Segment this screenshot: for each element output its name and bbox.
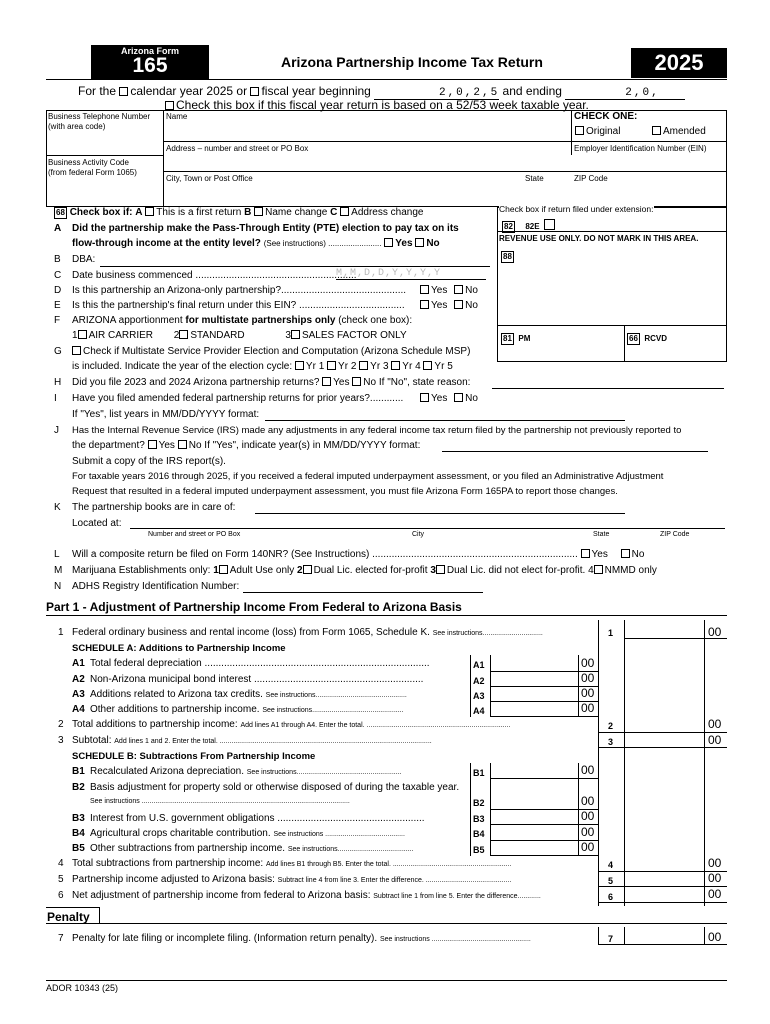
msp-checkbox[interactable] <box>72 346 81 355</box>
a4-cents: 00 <box>581 701 595 715</box>
q-i-options <box>420 393 478 404</box>
phone-field[interactable] <box>48 133 160 153</box>
irs-adj-yes-checkbox[interactable] <box>148 440 157 449</box>
q-f-text-c: (check one box): <box>338 315 413 326</box>
line1-amount[interactable] <box>624 638 727 639</box>
line5-box-number: 5 <box>608 876 614 886</box>
line3-cents: 00 <box>708 733 722 747</box>
b5-label: B5 <box>72 843 85 854</box>
period-prefix: For the <box>78 84 117 98</box>
q-h-text: Did you file 2023 and 2024 Arizona partnership returns? <box>72 377 320 388</box>
care-of-field[interactable] <box>255 513 625 514</box>
line4-small: Add lines B1 through B5. Enter the total. ............................................................. <box>265 861 512 868</box>
q-g-text2: is included. Indicate the year of the election cycle: <box>72 361 293 372</box>
az-only-yes-checkbox[interactable] <box>420 285 429 294</box>
b5-row <box>90 843 414 854</box>
amended-fed-yes-label: Yes <box>431 393 448 404</box>
line2-box-number: 2 <box>608 721 614 731</box>
air-carrier-number: 1 <box>72 330 78 341</box>
q-k-letter: K <box>54 502 61 513</box>
b3-cents: 00 <box>581 809 595 823</box>
amended-fed-yes-checkbox[interactable] <box>420 393 429 402</box>
m3-number: 3 <box>430 565 436 576</box>
fiscal-end-year: 2,0, <box>625 87 660 99</box>
irs-adj-no-checkbox[interactable] <box>178 440 187 449</box>
line3-number: 3 <box>58 735 64 746</box>
line6-text: Net adjustment of partnership income from federal to Arizona basis: <box>72 890 371 901</box>
q-a-letter: A <box>54 223 62 234</box>
q-g-text1: Check if Multistate Service Provider Election and Computation (Arizona Schedule MSP) <box>83 346 471 357</box>
line5-small: Subtract line 4 from line 3. Enter the difference. ............................................ <box>277 877 512 884</box>
b1-label: B1 <box>72 766 85 777</box>
composite-no-label: No <box>631 549 645 560</box>
ein-field[interactable] <box>574 154 724 170</box>
b5-amount[interactable] <box>490 855 598 856</box>
line2-small: Add lines A1 through A4. Enter the total. .......................................................................... <box>240 722 511 729</box>
pte-no-checkbox[interactable] <box>415 238 424 247</box>
line5-text: Partnership income adjusted to Arizona basis: <box>72 874 275 885</box>
line6-cents: 00 <box>708 887 722 901</box>
k-state-label: State <box>593 531 610 538</box>
fiscal-begin-year: 2,0,2,5 <box>438 87 500 99</box>
air-carrier-checkbox[interactable] <box>78 330 87 339</box>
option-c-letter: C <box>330 207 338 218</box>
yr4-checkbox[interactable] <box>391 361 400 370</box>
b1-amount[interactable] <box>490 778 598 779</box>
az-only-no-checkbox[interactable] <box>454 285 463 294</box>
line3-small: Add lines 1 and 2. Enter the total. ............................................................................................................. <box>114 738 432 745</box>
air-carrier-label: AIR CARRIER <box>88 330 154 341</box>
nmmd-label: NMMD only <box>604 565 657 576</box>
line5-row <box>72 874 511 885</box>
dual-elected-label: Dual Lic. elected for-profit <box>313 565 428 576</box>
option-a-letter: A <box>135 207 143 218</box>
irs-adj-yes-label: Yes <box>158 440 175 451</box>
q-i-text2: If "Yes", list years in MM/DD/YYYY format: <box>72 409 260 420</box>
prior-returns-no-checkbox[interactable] <box>352 377 361 386</box>
b1-row <box>90 766 402 777</box>
name-change-checkbox[interactable] <box>254 207 263 216</box>
schedule-a-title: SCHEDULE A: Additions to Partnership Income <box>72 643 286 654</box>
prior-returns-no-label: No <box>363 377 377 388</box>
calendar-year-checkbox[interactable] <box>119 87 128 96</box>
line2-cents: 00 <box>708 717 722 731</box>
b1-text: Recalculated Arizona depreciation. <box>90 766 244 777</box>
q-d-text: Is this partnership an Arizona-only partnership?............................................. <box>72 285 407 296</box>
dual-not-elected-label: Dual Lic. did not elect for-profit. <box>446 565 586 576</box>
yr2-label: Yr 2 <box>338 361 357 372</box>
k-city-label: City <box>412 531 425 538</box>
q-a-text1: Did the partnership make the Pass-Through Entity (PTE) election to pay tax on its <box>72 223 459 234</box>
line7-small: See instructions ................................................... <box>379 936 531 943</box>
first-return-checkbox[interactable] <box>145 207 154 216</box>
box-82: 82 <box>504 222 513 231</box>
b5-small: See instructions....................................... <box>287 846 414 853</box>
line7-text: Penalty for late filing or incomplete filing. (Information return penalty). <box>72 933 378 944</box>
b4-box: B4 <box>473 829 485 839</box>
q-m-letter: M <box>54 565 63 576</box>
amended-checkbox[interactable] <box>652 126 661 135</box>
standard-label: STANDARD <box>190 330 245 341</box>
amended-years-field[interactable] <box>265 420 625 421</box>
adhs-id-field[interactable] <box>243 592 483 593</box>
irs-years-field[interactable] <box>442 451 708 452</box>
q-a-text2: flow-through income at the entity level? <box>72 238 261 249</box>
pm-label: PM <box>518 334 531 343</box>
form-number-block <box>91 45 209 79</box>
line1-box-number: 1 <box>608 628 614 638</box>
yr1-checkbox[interactable] <box>295 361 304 370</box>
line6-box-number: 6 <box>608 892 614 902</box>
q-e-letter: E <box>54 300 61 311</box>
phone-label: Business Telephone Number (with area code) <box>48 112 151 131</box>
week-5253-checkbox[interactable] <box>165 101 174 110</box>
line7-box-number: 7 <box>608 934 614 944</box>
name-change-label: Name change <box>265 207 328 218</box>
yr5-checkbox[interactable] <box>423 361 432 370</box>
yr5-label: Yr 5 <box>434 361 453 372</box>
original-checkbox[interactable] <box>575 126 584 135</box>
standard-checkbox[interactable] <box>179 330 188 339</box>
q-c-letter: C <box>54 270 62 281</box>
yr3-checkbox[interactable] <box>359 361 368 370</box>
box-68: 68 <box>56 208 65 217</box>
yr3-label: Yr 3 <box>370 361 389 372</box>
name-label: Name <box>166 112 188 121</box>
name-field[interactable] <box>166 122 566 140</box>
q-e-options <box>420 300 478 311</box>
a3-text: Additions related to Arizona tax credits. <box>90 689 263 700</box>
a2-text: Non-Arizona municipal bond interest ............................................................. <box>90 674 424 685</box>
b3-box: B3 <box>473 814 485 824</box>
box-66: 66 <box>629 334 638 343</box>
q-f-text-a: ARIZONA apportionment <box>72 315 183 326</box>
line7-row <box>72 933 531 944</box>
line2-row <box>72 719 510 730</box>
fiscal-year-checkbox[interactable] <box>250 87 259 96</box>
dual-elected-checkbox[interactable] <box>303 565 312 574</box>
standard-number: 2 <box>173 330 180 341</box>
composite-yes-label: Yes <box>591 549 608 560</box>
k-addr-label: Number and street or PO Box <box>148 531 241 538</box>
final-return-no-label: No <box>465 300 478 311</box>
q-n-letter: N <box>54 581 62 592</box>
activity-code-field[interactable] <box>48 180 160 204</box>
a1-box: A1 <box>473 660 485 670</box>
and-ending-label: and ending <box>502 84 562 98</box>
q-m-text: Marijuana Establishments only: <box>72 565 211 576</box>
q-j-row2 <box>72 440 420 451</box>
address-field[interactable] <box>166 154 566 170</box>
line4-cents: 00 <box>708 856 722 870</box>
q-l-row <box>72 549 644 560</box>
q-j-text2b: If "Yes", indicate year(s) in MM/DD/YYYY format: <box>204 440 421 451</box>
check-box-if-row <box>54 207 423 219</box>
schedule-b-title: SCHEDULE B: Subtractions From Partnership Income <box>72 751 316 762</box>
line7-amount[interactable] <box>598 944 727 945</box>
b1-cents: 00 <box>581 763 595 777</box>
a4-small: See instructions............................................... <box>262 707 404 714</box>
line4-text: Total subtractions from partnership income: <box>72 858 264 869</box>
composite-yes-checkbox[interactable] <box>581 549 590 558</box>
amended-fed-no-checkbox[interactable] <box>454 393 463 402</box>
line4-box-number: 4 <box>608 860 614 870</box>
zip-label: ZIP Code <box>574 174 608 183</box>
line6-row <box>72 890 541 901</box>
yr1-label: Yr 1 <box>305 361 325 372</box>
m4-number: 4 <box>588 565 594 576</box>
fiscal-year-label: fiscal year beginning <box>261 84 371 98</box>
line6-amount[interactable] <box>598 902 727 903</box>
q-h-letter: H <box>54 377 62 388</box>
part1-title: Part 1 - Adjustment of Partnership Income From Federal to Arizona Basis <box>46 600 462 614</box>
a4-row <box>90 704 404 715</box>
calendar-year-label: calendar year 2025 or <box>130 84 248 98</box>
date-commenced-field[interactable] <box>336 268 486 280</box>
q-c-text: Date business commenced .......................................................... <box>72 270 357 281</box>
tax-year-badge <box>631 48 727 78</box>
q-a-row2 <box>72 238 440 249</box>
q-a-text2b: (See instructions) ........................ <box>263 239 382 248</box>
sales-factor-checkbox[interactable] <box>291 330 300 339</box>
q-g-row1 <box>72 346 470 357</box>
az-only-no-label: No <box>465 285 478 296</box>
a3-row <box>90 689 407 700</box>
line5-cents: 00 <box>708 871 722 885</box>
q-j-text3: Submit a copy of the IRS report(s). <box>72 456 226 467</box>
b3-label: B3 <box>72 813 85 824</box>
prior-returns-yes-label: Yes <box>333 377 350 388</box>
line5-number: 5 <box>58 874 64 885</box>
penalty-title-text: Penalty <box>47 910 90 924</box>
b1-small: See instructions...................................................... <box>246 769 402 776</box>
state-label: State <box>525 174 544 183</box>
line3-amount[interactable] <box>598 747 727 748</box>
line3-text: Subtotal: <box>72 735 112 746</box>
pte-yes-label: Yes <box>395 238 413 249</box>
week-5253-label: Check this box if this fiscal year return is based on a 52/53 week taxable year. <box>176 98 589 112</box>
k-zip-label: ZIP Code <box>660 531 690 538</box>
q-l-text: Will a composite return be filed on Form 140NR? (See Instructions) .......................................................................... <box>72 549 578 560</box>
q-f-text <box>72 315 412 326</box>
q-j-text2a: the department? <box>72 440 145 451</box>
az-only-yes-label: Yes <box>431 285 448 296</box>
line1-small: See instructions............................... <box>432 630 543 637</box>
q-f-options <box>72 330 407 341</box>
prior-returns-yes-checkbox[interactable] <box>322 377 331 386</box>
q-i-text: Have you filed amended federal partnership returns for prior years?............ <box>72 393 404 404</box>
q-b-text: DBA: <box>72 254 96 265</box>
a2-cents: 00 <box>581 671 595 685</box>
line1-text: Federal ordinary business and rental income (loss) from Form 1065, Schedule K. <box>72 627 430 638</box>
a3-label: A3 <box>72 689 85 700</box>
q-k-located: Located at: <box>72 518 122 529</box>
revenue-use-label: REVENUE USE ONLY. DO NOT MARK IN THIS AREA. <box>499 234 699 243</box>
line1-number: 1 <box>58 627 64 638</box>
dba-field[interactable] <box>100 266 490 267</box>
a4-label: A4 <box>72 704 85 715</box>
pte-no-label: No <box>426 238 440 249</box>
nmmd-checkbox[interactable] <box>594 565 603 574</box>
a1-text: Total federal depreciation ................................................................................. <box>90 658 430 669</box>
q-b-letter: B <box>54 254 61 265</box>
form-number: 165 <box>132 54 168 77</box>
irs-adj-no-label: No <box>188 440 202 451</box>
extension-checkbox[interactable] <box>544 219 555 230</box>
a2-box: A2 <box>473 676 485 686</box>
line4-row <box>72 858 511 869</box>
b5-cents: 00 <box>581 840 595 854</box>
option-b-letter: B <box>244 207 252 218</box>
line7-cents: 00 <box>708 930 722 944</box>
located-at-field[interactable] <box>130 528 725 529</box>
q-j-letter: J <box>54 425 59 436</box>
check-box-if-label: Check box if: <box>69 207 133 218</box>
amended-option <box>652 126 706 137</box>
line2-number: 2 <box>58 719 64 730</box>
q-g-letter: G <box>54 346 62 357</box>
q-d-letter: D <box>54 285 62 296</box>
b1-box: B1 <box>473 768 485 778</box>
q-m-row <box>72 565 657 576</box>
penalty-title <box>46 907 100 924</box>
b3-text: Interest from U.S. government obligations ..................................................... <box>90 813 425 824</box>
b4-label: B4 <box>72 828 85 839</box>
q-i-letter: I <box>54 393 57 404</box>
b4-row <box>90 828 405 839</box>
line4-number: 4 <box>58 858 64 869</box>
a4-amount[interactable] <box>490 716 598 717</box>
a3-small: See instructions............................................... <box>265 692 407 699</box>
sales-factor-number: 3 <box>285 330 291 341</box>
adult-use-checkbox[interactable] <box>219 565 228 574</box>
footer-code: ADOR 10343 (25) <box>46 983 119 993</box>
b2-label: B2 <box>72 782 85 793</box>
original-label: Original <box>586 126 621 137</box>
q-e-text: Is this the partnership's final return under this EIN? ...................................... <box>72 300 405 311</box>
city-field[interactable] <box>166 184 506 204</box>
line1-cents: 00 <box>708 625 722 639</box>
b2-box: B2 <box>473 798 485 808</box>
q-f-text-b: for multistate partnerships only <box>185 315 336 326</box>
q-j-text5: Request that resulted in a federal imputed underpayment assessment, you must file Arizona Form 165PA to report those changes. <box>72 486 618 497</box>
b2-cents: 00 <box>581 794 595 808</box>
line3-box-number: 3 <box>608 737 614 747</box>
m2-number: 2 <box>297 565 303 576</box>
a2-label: A2 <box>72 674 85 685</box>
a4-box: A4 <box>473 706 485 716</box>
b5-text: Other subtractions from partnership income. <box>90 843 286 854</box>
activity-code-label: Business Activity Code (from federal Form 1065) <box>48 158 137 177</box>
q-l-letter: L <box>54 549 60 560</box>
tax-year: 2025 <box>654 50 704 75</box>
b2-small: See instructions ........................................................................................................... <box>90 798 350 805</box>
extension-label: Check box if return filed under extension: <box>499 204 654 214</box>
ein-label: Employer Identification Number (EIN) <box>574 144 707 153</box>
yr4-label: Yr 4 <box>402 361 421 372</box>
a4-text: Other additions to partnership income. <box>90 704 260 715</box>
a1-cents: 00 <box>581 656 595 670</box>
a3-box: A3 <box>473 691 485 701</box>
sales-factor-label: SALES FACTOR ONLY <box>301 330 407 341</box>
box-88: 88 <box>503 252 512 261</box>
line6-number: 6 <box>58 890 64 901</box>
q-d-options <box>420 285 478 296</box>
line3-row <box>72 735 432 746</box>
date-commenced-format: M,M,D,D,Y,Y,Y,Y <box>336 268 442 279</box>
amended-label: Amended <box>663 126 706 137</box>
yr2-checkbox[interactable] <box>327 361 336 370</box>
b2-text: Basis adjustment for property sold or otherwise disposed of during the taxable year. <box>90 782 460 793</box>
box-82e: 82E <box>525 222 540 231</box>
first-return-label: This is a first return <box>156 207 242 218</box>
q-k-text: The partnership books are in care of: <box>72 502 236 513</box>
address-change-checkbox[interactable] <box>340 207 349 216</box>
final-return-yes-label: Yes <box>431 300 448 311</box>
q-g-row2 <box>72 361 453 372</box>
form-label: Arizona Form <box>120 46 179 56</box>
form-title: Arizona Partnership Income Tax Return <box>281 54 543 70</box>
q-n-text: ADHS Registry Identification Number: <box>72 581 240 592</box>
check-one-label: CHECK ONE: <box>574 111 638 122</box>
q-j-text1: Has the Internal Revenue Service (IRS) made any adjustments in any federal income tax return filed by the partnership not previously reported to <box>72 425 682 436</box>
line7-number: 7 <box>58 933 64 944</box>
a1-label: A1 <box>72 658 85 669</box>
b5-box: B5 <box>473 845 485 855</box>
state-reason-field[interactable] <box>492 388 724 389</box>
q-f-letter: F <box>54 315 61 326</box>
original-option <box>575 126 620 137</box>
b4-small: See instructions ......................................... <box>273 831 405 838</box>
line2-text: Total additions to partnership income: <box>72 719 238 730</box>
amended-fed-no-label: No <box>465 393 478 404</box>
dual-not-elected-checkbox[interactable] <box>436 565 445 574</box>
line6-small: Subtract line 1 from line 5. Enter the difference............ <box>373 893 541 900</box>
q-h-if: If "No", state reason: <box>378 377 471 388</box>
pte-yes-checkbox[interactable] <box>384 238 393 247</box>
b4-text: Agricultural crops charitable contribution. <box>90 828 271 839</box>
m1-number: 1 <box>213 565 219 576</box>
address-label: Address – number and street or PO Box <box>166 144 309 153</box>
q-h-row <box>72 377 470 388</box>
address-change-label: Address change <box>351 207 424 218</box>
city-label: City, Town or Post Office <box>166 174 253 183</box>
final-return-no-checkbox[interactable] <box>454 300 463 309</box>
adult-use-label: Adult Use only <box>229 565 295 576</box>
line1-row <box>72 627 543 638</box>
final-return-yes-checkbox[interactable] <box>420 300 429 309</box>
q-j-text4: For taxable years 2016 through 2025, if you received a federal imputed underpayment assessment, or you filed an Administrative Adjustment <box>72 471 664 482</box>
a3-cents: 00 <box>581 686 595 700</box>
composite-no-checkbox[interactable] <box>621 549 630 558</box>
rcvd-label: RCVD <box>644 334 668 343</box>
b4-cents: 00 <box>581 825 595 839</box>
box-81: 81 <box>503 334 512 343</box>
